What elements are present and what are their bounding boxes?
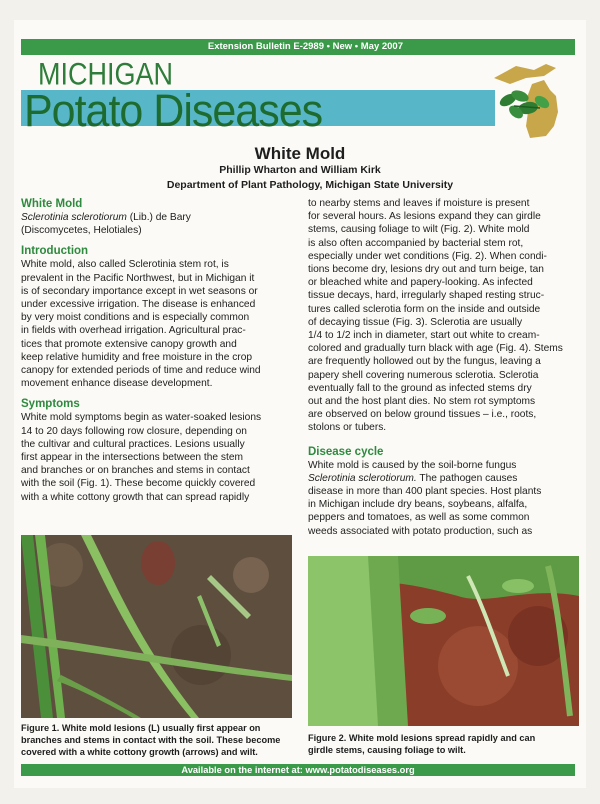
text-line: prevalent in the Pacific Northwest, but in Michigan it (21, 272, 255, 284)
text-line: the cultivar and cultural practices. Lesions usually (21, 438, 245, 450)
column-right (308, 197, 580, 538)
figure-1-caption (21, 722, 296, 758)
text-line: tions become dry, lesions dry out and turn beige, tan (308, 264, 544, 276)
text-line: are observed on below ground tissues – i.e., roots, (308, 409, 537, 421)
text-line: 14 to 20 days following row closure, depending on (21, 425, 247, 437)
text-line: are frequently hollowed out by the fungus, leaving a (308, 356, 541, 368)
text-line: with the soil (Fig. 1). These become quickly covered (21, 478, 256, 490)
figure-2-caption (308, 732, 580, 756)
text-line: first appear in the intersections between the stem (21, 452, 243, 464)
heading-disease-cycle: Disease cycle (308, 445, 384, 458)
text-line: weeds associated with potato production, such as (308, 525, 533, 537)
text-line: out and the host plant dies. No stem rot symptoms (308, 396, 536, 408)
caption-line: girdle stems, causing foliage to wilt. (308, 745, 466, 755)
text-line: by very moist conditions and is especially common (21, 312, 250, 324)
text-line: White mold, also called Sclerotinia stem rot, is (21, 259, 229, 271)
text-line: 1/4 to 1/2 inch in diameter, start out white to cream- (308, 330, 540, 342)
masthead-michigan: MICHIGAN (38, 57, 173, 92)
department: Department of Plant Pathology, Michigan State University (166, 179, 454, 191)
taxonomy-line: Sclerotinia sclerotiorum (Lib.) de Bary (21, 212, 191, 223)
caption-line: branches and stems in contact with the soil. These become (21, 735, 281, 745)
text-line: to nearby stems and leaves if moisture is present (308, 198, 530, 209)
symptoms-continued-text (308, 197, 580, 435)
text-line: for several hours. As lesions expand they can girdle (308, 211, 541, 223)
text-line: papery shell covering numerous sclerotia. Sclerotia (308, 369, 539, 381)
michigan-map-icon (486, 56, 578, 142)
heading-introduction: Introduction (21, 245, 89, 258)
masthead-title: Potato Diseases (24, 86, 323, 137)
text-line: and branches or on branches and stems in contact (21, 465, 250, 477)
heading-symptoms: Symptoms (21, 398, 80, 411)
text-line: is also often accompanied by bacterial stem rot, (308, 237, 524, 249)
authors: Phillip Wharton and William Kirk (219, 164, 381, 176)
caption-line: covered with a white cottony growth (arrows) and wilt. (21, 747, 258, 757)
text-line: tures called sclerotia form on the inside and outside (308, 303, 541, 315)
figure-2-photo (308, 556, 579, 726)
text-line: Sclerotinia sclerotiorum. The pathogen causes (308, 472, 518, 484)
footer-bar: Available on the internet at: www.potatodiseases.org (21, 764, 575, 776)
text-line: movement enhance disease development. (21, 378, 213, 390)
disease-cycle-text (308, 459, 580, 538)
text-line: peppers and tomatoes, as well as some common (308, 512, 530, 524)
document-title: White Mold (254, 144, 346, 163)
text-line: tices that promote extensive canopy growth and (21, 338, 237, 350)
caption-line: Figure 1. White mold lesions (L) usually first appear on (21, 723, 261, 733)
heading-white-mold: White Mold (21, 198, 83, 210)
text-line: stolons or tubers. (308, 422, 387, 434)
text-line: especially under wet conditions (Fig. 2). When condi- (308, 250, 547, 262)
caption-line: Figure 2. White mold lesions spread rapidly and can (308, 733, 536, 743)
text-line: canopy for extended periods of time and reduce wind (21, 365, 261, 377)
column-left (21, 197, 291, 504)
text-line: stems, causing foliage to wilt (Fig. 2). White mold (308, 224, 530, 236)
introduction-text (21, 258, 291, 390)
text-line: in Michigan include dry beans, soybeans, alfalfa, (308, 499, 528, 511)
text-line: tissue decays, hard, irregularly shaped resting struc- (308, 290, 545, 302)
text-line: colored and gradually turn black with age (Fig. 4). Stems (308, 343, 563, 355)
text-line: or bleached white and papery-looking. As infected (308, 277, 533, 289)
text-line: in fields with overhead irrigation. Agricultural prac- (21, 325, 246, 337)
bulletin-bar: Extension Bulletin E-2989 • New • May 2007 (21, 39, 575, 55)
taxonomy-line: (Discomycetes, Helotiales) (21, 225, 142, 237)
figure-1-photo (21, 535, 292, 718)
text-line: keep relative humidity and free moisture in the crop (21, 351, 253, 363)
text-line: disease in more than 400 plant species. Host plants (308, 486, 542, 498)
text-line: under excessive irrigation. The disease is enhanced (21, 299, 256, 311)
text-line: White mold symptoms begin as water-soaked lesions (21, 412, 262, 424)
text-line: of decaying tissue (Fig. 3). Sclerotia are usually (308, 316, 523, 328)
text-line: with a white cottony growth that can spread rapidly (21, 491, 250, 503)
taxonomy (21, 211, 291, 237)
symptoms-text (21, 411, 291, 503)
text-line: White mold is caused by the soil-borne fungus (308, 459, 517, 471)
text-line: is of secondary importance except in wet seasons or (21, 285, 258, 297)
text-line: eventually fall to the ground as infected stems dry (308, 382, 532, 394)
